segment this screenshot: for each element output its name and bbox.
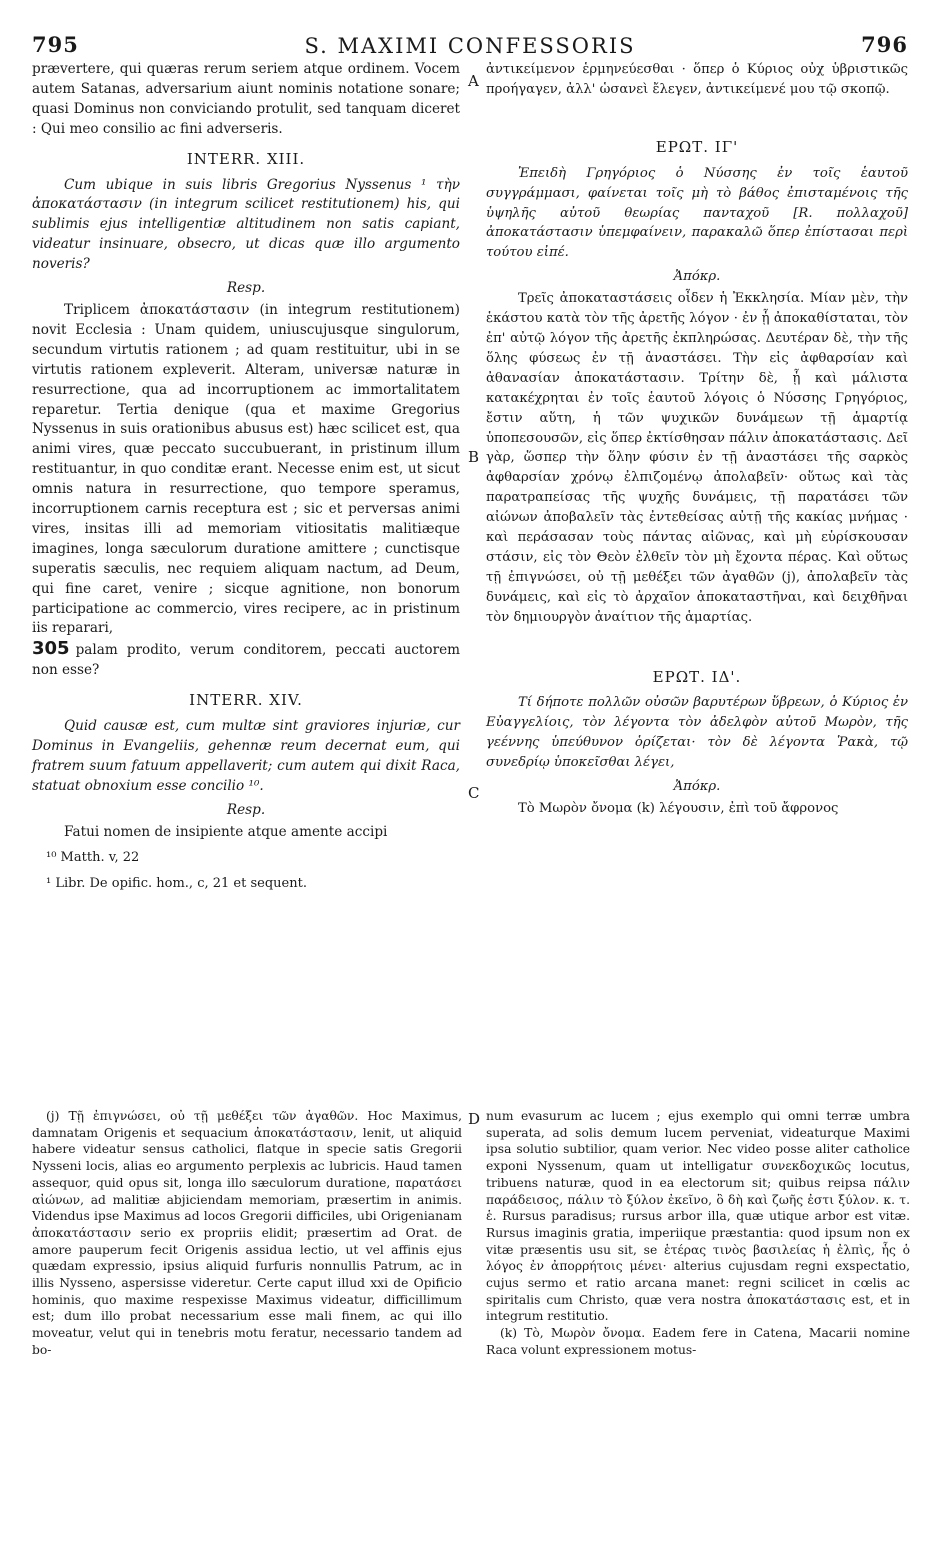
running-title: S. MAXIMI CONFESSORIS — [304, 34, 636, 58]
apokrisis-13-label: Ἀπόκρ. — [673, 269, 721, 285]
note-k: (k) Τὸ, Μωρὸν ὄνομα. Eadem fere in Catena, Macarii nomine Raca volunt expressionem motus- — [486, 1326, 910, 1357]
apokrisis-13-text: Τρεῖς ἀποκαταστάσεις οἶδεν ἡ Ἐκκλησία. Μίαν μὲν, τὴν ἑκάστου κατὰ τὸν τῆς ἀρετῆς λόγον · ἐν ᾗ ἀποκαθίσταται, τὸν ἐπ' αὐτῷ λόγον τῆς ἀρετῆς ἐκπληρώσας. Δευτέραν δὲ, τὴν τῆς ὅλης φύσεως ἐν τῇ ἀναστάσει. Τὴν εἰς ἀφθαρσίαν καὶ ἀθανασίαν ἀποκατάστασιν. Τρίτην δὲ, ᾗ καὶ μάλιστα κατακέχρηται ἐν τοῖς ἑαυτοῦ λόγοις ὁ Νύσσης Γρηγόριος, ἔστιν αὕτη, ἡ τῶν ψυχικῶν δυνάμεων τῇ ἁμαρτίᾳ ὑποπεσουσῶν, εἰς ὅπερ ἐκτίσθησαν πάλιν ἀποκατάστασις. Δεῖ γὰρ, ὥσπερ τὴν ὅλην φύσιν ἐν τῇ ἀναστάσει τῆς σαρκὸς ἀφθαρσίαν χρόνῳ ἐλπιζομένῳ ἀπολαβεῖν· οὕτως καὶ τὰς παρατραπείσας τῆς ψυχῆς δυνάμεις, τῇ παρατάσει τῶν αἰώνων ἀποβαλεῖν τὰς ἐντεθείσας αὐτῇ τῆς κακίας μνήμας · καὶ περάσασαν τοὺς πάντας αἰῶνας, καὶ μὴ εὑρίσκουσαν στάσιν, εἰς τὸν Θεὸν ἐλθεῖν τὸν μὴ ἔχοντα πέρας. Καὶ οὕτως τῇ ἐπιγνώσει, οὐ τῇ μεθέξει τῶν ἀγαθῶν (j), ἀπολαβεῖν τὰς δυνάμεις, καὶ εἰς τὸ ἀρχαῖον ἀποκαταστῆναι, καὶ δειχθῆναι τὸν δημιουργὸν ἀναίτιον τῆς ἁμαρτίας. — [486, 291, 908, 625]
interrogatio-13-text: Cum ubique in suis libris Gregorius Nyssenus ¹ τὴν ἀποκατάστασιν (in integrum scilicet restitutionem) his, qui sublimis ejus intelligentiæ altitudinem non satis capiant, videatur insinuare, obsecro, ut dicas quæ illo argumento noveris? — [32, 176, 460, 273]
interrogatio-14-text: Quid causæ est, cum multæ sint graviores injuriæ, cur Dominus in Evangeliis, gehennæ reum decernat eum, qui fratrem suum fatuum appellaverit; cum autem qui dixit Raca, statuat obnoxium esse concilio ¹⁰. — [32, 718, 460, 794]
erotesis-14-heading: ΕΡΩΤ. ΙΔ'. — [652, 667, 742, 686]
erotesis-13-text: Ἐπειδὴ Γρηγόριος ὁ Νύσσης ἐν τοῖς ἑαυτοῦ συγγράμμασι, φαίνεται τοῖς μὴ τὸ βάθος ἐπισταμένοις τῆς ὑψηλῆς αὐτοῦ θεωρίας πανταχοῦ [R. πολλαχοῦ] ἀποκατάστασιν ὑπεμφαίνειν, παρακαλῶ ὅπερ ἐπίστασαι περὶ τούτου εἰπέ. — [486, 165, 908, 261]
footnote-1: ¹ Libr. De opific. hom., c, 21 et sequent. — [46, 875, 307, 891]
responsio-14-label: Resp. — [226, 801, 266, 818]
margin-marker-c: C — [468, 784, 480, 802]
note-j: (j) Τῇ ἐπιγνώσει, οὐ τῇ μεθέξει τῶν ἀγαθῶν. Hoc Maximus, damnatam Origenis et sequacium ἀποκατάστασιν, lenit, ut aliquid habere videatur sensus catholici, flatque in specie satis Gregorii Nysseni locis, alias eo argumento perplexis ac lubricis. Haud tamen assequor, quid opus sit, longa illo sæculorum duratione, παρατάσει αἰώνων, ad malitiæ abjiciendam memoriam, præsertim in animis. Videndus ipse Maximus ad locos Gregorii difficiles, ubi Origenianam ἀποκατάστασιν serio ex propriis elidit; præsertim ad Orat. de amore pauperum fecit Origenis assidua lectio, ut vel affinis ejus quædam expressio, ipsius aliquid furfuris nonnullis Patrum, ac in illis Nysseno, aspersisse videretur. Certe caput illud xxi de Opificio hominis, quo maxime respexisse Maximus videatur, difficillimum est; dum illo probat necessarium esse mali finem, ac qui illo moveatur, velut qui in tenebris motu feratur, necessario tandem ad bo- — [32, 1109, 462, 1357]
responsio-13-end-text: palam prodito, verum conditorem, peccati auctorem non esse? — [32, 642, 460, 679]
responsio-14-text: Fatui nomen de insipiente atque amente accipi — [64, 823, 388, 840]
apokrisis-14-text: Τὸ Μωρὸν ὄνομα (k) λέγουσιν, ἐπὶ τοῦ ἄφρονος — [518, 801, 839, 816]
margin-marker-d: D — [468, 1110, 481, 1128]
responsio-13-text: Triplicem ἀποκατάστασιν (in integrum restitutionem) novit Ecclesia : Unam quidem, uniuscujusque singulorum, secundum virtutis rationem ; ad quam restituitur, ubi in se virtutis rationem expleverit. Alteram, universæ naturæ in resurrectione, qua ad incorruptionem ac immortalitatem reparetur. Tertia denique (qua et maxime Gregorius Nyssenus in suis orationibus abusus est) hæc scilicet est, qua animi vires, quæ peccato succubuerant, in pristinum illum restituantur, in quo conditæ erant. Necesse enim est, ut sicut omnis natura in resurrectione, quo tempore speramus, incorruptionem carnis receptura est ; sic et perversas animi vires, insitas illi ad memoriam vitiositatis malitiæque imagines, longa sæculorum duratione amittere ; cunctisque superatis sæculis, nec requiem aliquam nactum, ad Deum, qui fine caret, venire ; sicque agnitione, non bonorum participatione ac commercio, vires recipere, ac in pristinum iis reparari, — [32, 301, 460, 637]
responsio-13-end — [32, 639, 460, 681]
apokrisis-14-label: Ἀπόκρ. — [673, 779, 721, 795]
page-number-left: 795 — [32, 32, 79, 57]
margin-marker-b: B — [468, 448, 480, 466]
margin-marker-a: A — [468, 72, 479, 90]
notes-right-column — [486, 1108, 910, 1359]
interrogatio-13-heading: INTERR. XIII. — [186, 149, 306, 168]
column-number-305: 305 — [32, 638, 70, 660]
page-number-right: 796 — [861, 32, 908, 57]
latin-intro: prævertere, qui quæras rerum seriem atque ordinem. Vocem autem Satanas, adversarium aiunt nominis notatione sonare; quasi Dominus non conviciando protulit, sed tanquam diceret : Qui meo consilio ac fini adverseris. — [32, 61, 460, 137]
responsio-13-label: Resp. — [226, 280, 266, 297]
greek-column — [486, 60, 908, 819]
greek-intro: ἀντικείμενον ἑρμηνεύεσθαι · ὅπερ ὁ Κύριος οὐχ ὑβριστικῶς προήγαγεν, ἀλλ' ὡσανεὶ ἔλεγεν, ἀντικείμενέ μου τῷ σκοπῷ. — [486, 62, 908, 97]
latin-column — [32, 60, 460, 893]
note-j-column — [32, 1108, 462, 1359]
erotesis-14-text: Τί δήποτε πολλῶν οὐσῶν βαρυτέρων ὕβρεων, ὁ Κύριος ἐν Εὐαγγελίοις, τὸν λέγοντα τὸν ἀδελφὸν αὐτοῦ Μωρὸν, τῆς γεέννης ὑπεύθυνον ὁρίζεται· τὸν δὲ λέγοντα Ῥακὰ, τῷ συνεδρίῳ ὑποκεῖσθαι λέγει, — [486, 695, 908, 771]
erotesis-13-heading: ΕΡΩΤ. ΙΓ' — [655, 137, 739, 156]
footnote-10: ¹⁰ Matth. v, 22 — [46, 849, 140, 865]
note-j-continuation: num evasurum ac lucem ; ejus exemplo qui omni terræ umbra superata, ad solis demum lucem perveniat, videaturque Maximi ipsa solutio subtilior, quam verior. Nec video posse aliter catholice exponi Nyssenum, quam ut intelligatur συνεκδοχικῶς locutus, tribuens naturæ, quod in ea electorum sit; quibus reipsa πάλιν παράδεισος, πάλιν τὸ ξύλον ἐκεῖνο, ὃ δὴ καὶ ζωῆς ἐστι ξύλον. κ. τ. ἑ. Rursus paradisus; rursus arbor illa, quæ utique arbor est vitæ. Rursus imaginis gratia, imperiique præstantia: quod ipsum non ex vitæ præsentis usu sit, se ἑτέρας τινὸς βασιλείας ἡ ἐλπὶς, ἧς ὁ λόγος ἐν ἀπορρήτοις μένει· alterius cujusdam regni exspectatio, cujus sermo et ratio arcana manet: regni scilicet in cœlis ac spiritalis cum Christo, quæ vera nostra ἀποκατάστασις est, et in integrum restitutio. — [486, 1109, 910, 1324]
interrogatio-14-heading: INTERR. XIV. — [189, 691, 303, 710]
